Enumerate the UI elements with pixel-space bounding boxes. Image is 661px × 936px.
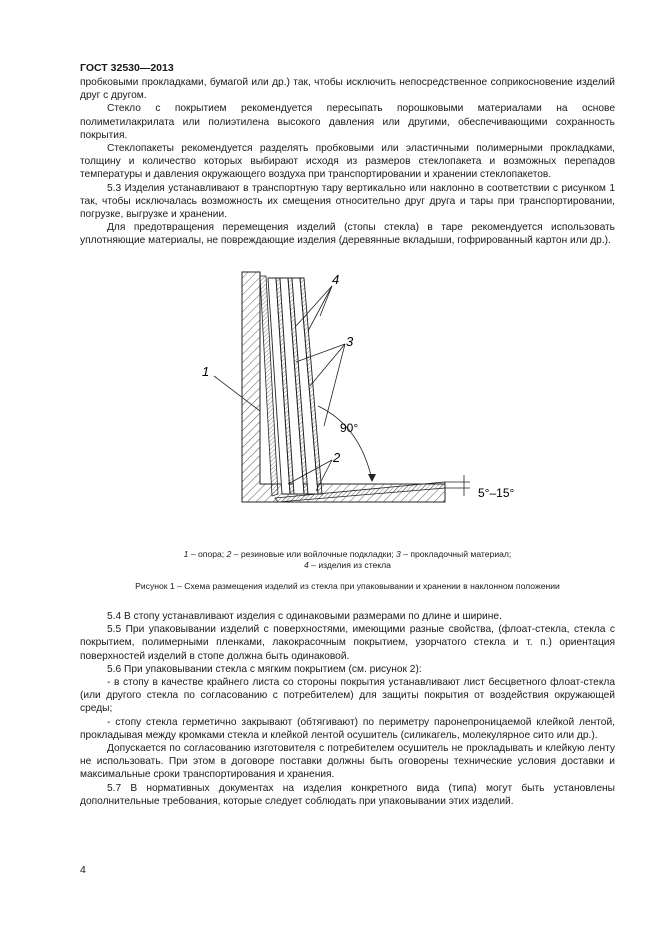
paragraph: Стеклопакеты рекомендуется разделять пробковыми или эластичными полимерными прокладками, толщину и количество которых выбирают исходя из размеров стеклопакета и возможных перепадов температуры и давления окружающего воздуха при транспортировании и хранении стеклопакетов. [80,143,615,181]
text-block-bottom [80,610,615,808]
paragraph: - в стопу в качестве крайнего листа со стороны покрытия устанавливают лист бесцветного флоат-стекла (или другого стекла по согласованию с потребителем) для защиты покрытия от воздействия окружающей среды; [80,677,615,715]
text-block-top [80,76,615,248]
legend-num: 4 [304,560,309,570]
legend-num: 3 [396,549,401,559]
page-number: 4 [80,864,86,876]
legend-text: – опора; [188,549,227,559]
paragraph: 5.5 При упаковывании изделий с поверхностями, имеющими разные свойства, (флоат-стекла, стекла с покрытием, полимерными пленками, лакокрасочным покрытием, узорчатого стекла и т. п.) ориентация поверхностей изделий в стопе должна быть одинаковой. [80,624,615,662]
label-4: 4 [332,272,340,287]
paragraph: пробковыми прокладками, бумагой или др.) так, чтобы исключить непосредственное соприкосновение изделий друг с другом. [80,77,615,102]
figure-glass-storage-diagram [202,266,550,538]
paragraph: 5.6 При упаковывании стекла с мягким покрытием (см. рисунок 2): [107,663,422,675]
paragraph: 5.3 Изделия устанавливают в транспортную тару вертикально или наклонно в соответствии с рисунком 1 так, чтобы исключалась возможность их смещения относительно друг друга и тары при транспортировании, погрузке, выгрузке и хранении. [80,182,615,221]
figure-legend [80,549,615,571]
label-1: 1 [202,364,210,379]
label-3: 3 [346,334,354,349]
paragraph: Для предотвращения перемещения изделий (стопы стекла) в таре рекомендуется использовать уплотняющие материалы, не повреждающие изделия (деревянные вкладыши, гофрированный картон или др.). [80,222,615,247]
label-2: 2 [333,450,341,465]
paragraph: 5.4 В стопу устанавливают изделия с одинаковыми размерами по длине и ширине. [107,611,502,622]
paragraph: 5.7 В нормативных документах на изделия конкретного вида (типа) могут быть установлены дополнительные требования, которые следует соблюдать при упаковывании этих изделий. [80,782,615,807]
angle-90-label: 90° [340,421,359,435]
legend-text: – изделия из стекла [308,560,391,570]
paragraph: Допускается по согласованию изготовителя с потребителем осушитель не прокладывать и клейкую ленту не использовать. При этом в договоре поставки должны быть оговорены технические условия доставки и максимальные сроки транспортирования и хранения. [80,743,615,781]
document-header: ГОСТ 32530—2013 [80,62,174,74]
legend-num: 2 [226,549,232,559]
legend-text: – резиновые или войлочные подкладки; [231,549,397,559]
legend-num: 1 [183,549,189,559]
angle-tilt-label: 5°–15° [478,486,515,500]
figure-title: Рисунок 1 – Схема размещения изделий из стекла при упаковывании и хранении в наклонном положении [135,581,560,591]
paragraph: - стопу стекла герметично закрывают (обтягивают) по периметру паронепроницаемой клейкой лентой, прокладывая между кромками стекла и клейкой лентой осушитель (силикагель, молекулярное сито или др.). [80,716,615,741]
paragraph: Стекло с покрытием рекомендуется пересыпать порошковыми материалами на основе полиметилакрилата или полиэтилена высокого давления или другими, обеспечивающими сохранность покрытия. [80,103,615,141]
legend-text: – прокладочный материал; [400,549,512,559]
